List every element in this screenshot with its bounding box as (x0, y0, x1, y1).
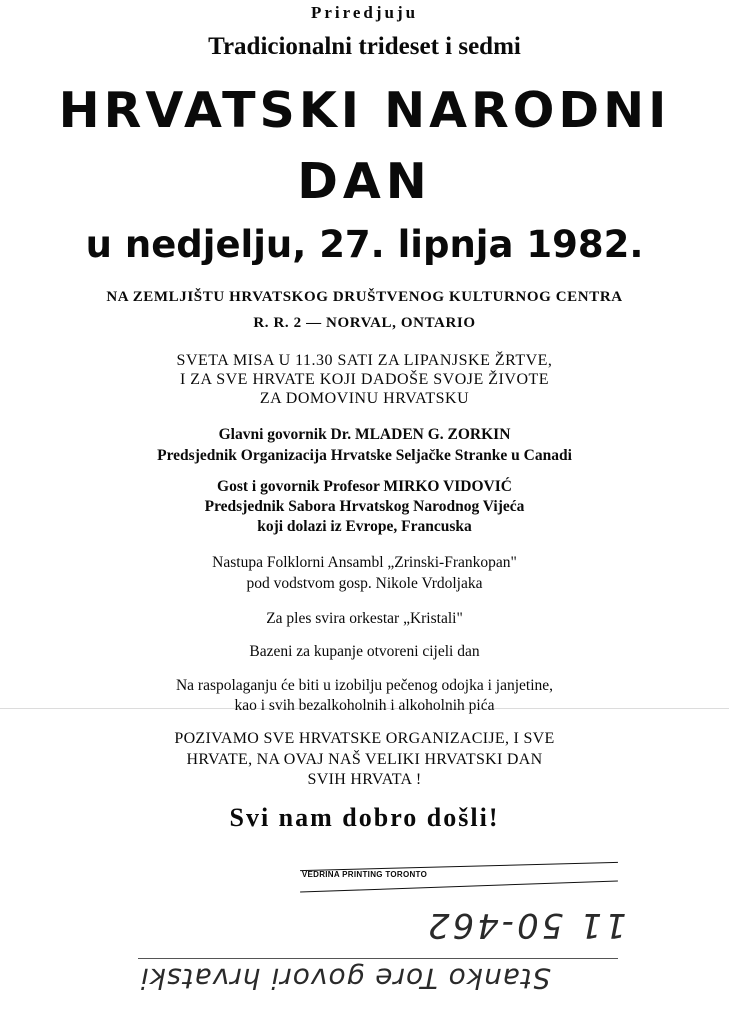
food-line-1: Na raspolaganju će biti u izobilju pečenog odojka i janjetine, (175, 677, 554, 694)
mass-line-2: I ZA SVE HRVATE KOJI DADOŠE SVOJE ŽIVOTE (179, 371, 550, 388)
dance-line: Za ples svira orkestar „Kristali" (266, 610, 463, 627)
folklore-line-2: pod vodstvom gosp. Nikole Vrdoljaka (246, 575, 483, 592)
invitation-line-2: HRVATE, NA OVAJ NAŠ VELIKI HRVATSKI DAN (186, 751, 543, 768)
invitation-line-1: POZIVAMO SVE HRVATSKE ORGANIZACIJE, I SVE (174, 730, 555, 747)
venue-line-1: NA ZEMLJIŠTU HRVATSKOG DRUŠTVENOG KULTURNOG CENTRA (106, 289, 623, 305)
venue-line-2: R. R. 2 — NORVAL, ONTARIO (253, 315, 476, 331)
printer-credit: VEDRINA PRINTING TORONTO (301, 870, 428, 879)
invitation-line-3: SVIH HRVATA ! (307, 771, 422, 788)
food-line-2: kao i svih bezalkoholnih i alkoholnih pića (234, 697, 495, 714)
handwritten-number: 11 50-462 (425, 905, 627, 945)
title-line-1: HRVATSKI NARODNI (58, 82, 671, 139)
title-line-2: DAN (297, 153, 432, 210)
folklore-line-1: Nastupa Folklorni Ansambl „Zrinski-Frankopan" (212, 554, 517, 571)
pools-line: Bazeni za kupanje otvoreni cijeli dan (249, 643, 480, 660)
guest-speaker-name: Gost i govornik Profesor MIRKO VIDOVIĆ (217, 478, 512, 495)
guest-speaker-title: Predsjednik Sabora Hrvatskog Narodnog Vijeća (204, 498, 525, 515)
mass-line-1: SVETA MISA U 11.30 SATI ZA LIPANJSKE ŽRTVE, (176, 352, 553, 369)
main-speaker-title: Predsjednik Organizacija Hrvatske Seljačke Stranke u Canadi (157, 447, 572, 464)
traditional-subtitle: Tradicionalni trideset i sedmi (208, 33, 521, 60)
mass-line-3: ZA DOMOVINU HRVATSKU (259, 390, 470, 407)
handwritten-signature: Stanko Tore govori hrvatski (140, 962, 551, 995)
printer-rule-bottom (300, 880, 618, 892)
signature-underline (138, 958, 618, 959)
event-date: u nedjelju, 27. lipnja 1982. (85, 223, 644, 266)
welcome-message: Svi nam dobro došli! (229, 803, 500, 832)
main-speaker-name: Glavni govornik Dr. MLADEN G. ZORKIN (218, 426, 511, 443)
guest-speaker-origin: koji dolazi iz Evrope, Francuska (257, 518, 472, 535)
presents-heading: Priredjuju (310, 3, 419, 22)
